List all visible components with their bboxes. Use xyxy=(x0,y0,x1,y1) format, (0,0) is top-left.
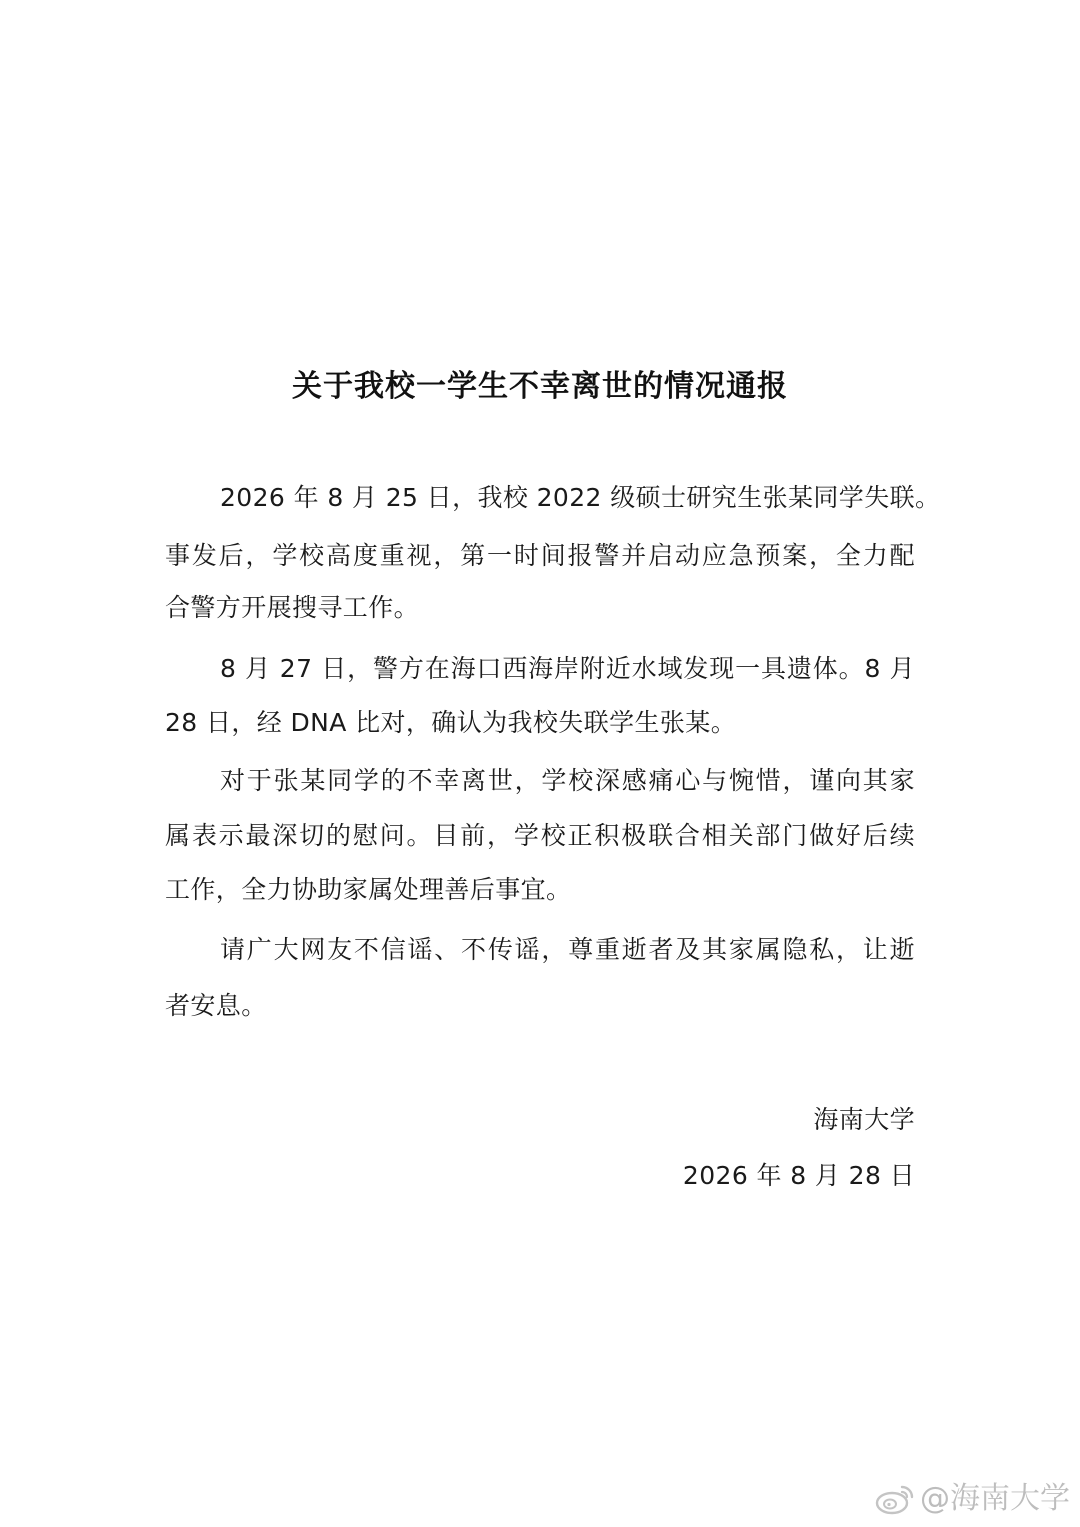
watermark-text: @海南大学 xyxy=(920,1481,1070,1516)
paragraph-1-line-3: 合警方开展搜寻工作。 xyxy=(165,593,420,622)
paragraph-1-line-1: 2026 年 8 月 25 日，我校 2022 级硕士研究生张某同学失联。 xyxy=(220,483,941,512)
signature-org: 海南大学 xyxy=(813,1105,915,1134)
paragraph-1-line-2: 事发后，学校高度重视，第一时间报警并启动应急预案，全力配 xyxy=(165,541,915,570)
weibo-icon xyxy=(874,1482,916,1516)
paragraph-4-line-1: 请广大网友不信谣、不传谣，尊重逝者及其家属隐私，让逝 xyxy=(220,935,915,964)
paragraph-2-line-1: 8 月 27 日，警方在海口西海岸附近水域发现一具遗体。8 月 xyxy=(220,654,915,683)
signature-date: 2026 年 8 月 28 日 xyxy=(682,1161,915,1190)
paragraph-3-line-2: 属表示最深切的慰问。目前，学校正积极联合相关部门做好后续 xyxy=(165,821,915,850)
paragraph-3-line-3: 工作，全力协助家属处理善后事宜。 xyxy=(165,875,572,904)
weibo-watermark xyxy=(874,1479,1070,1519)
paragraph-2-line-2: 28 日，经 DNA 比对，确认为我校失联学生张某。 xyxy=(165,708,737,737)
paragraph-3-line-1: 对于张某同学的不幸离世，学校深感痛心与惋惜，谨向其家 xyxy=(220,766,915,795)
paragraph-4-line-2: 者安息。 xyxy=(165,991,267,1020)
document-title: 关于我校一学生不幸离世的情况通报 xyxy=(292,369,788,404)
